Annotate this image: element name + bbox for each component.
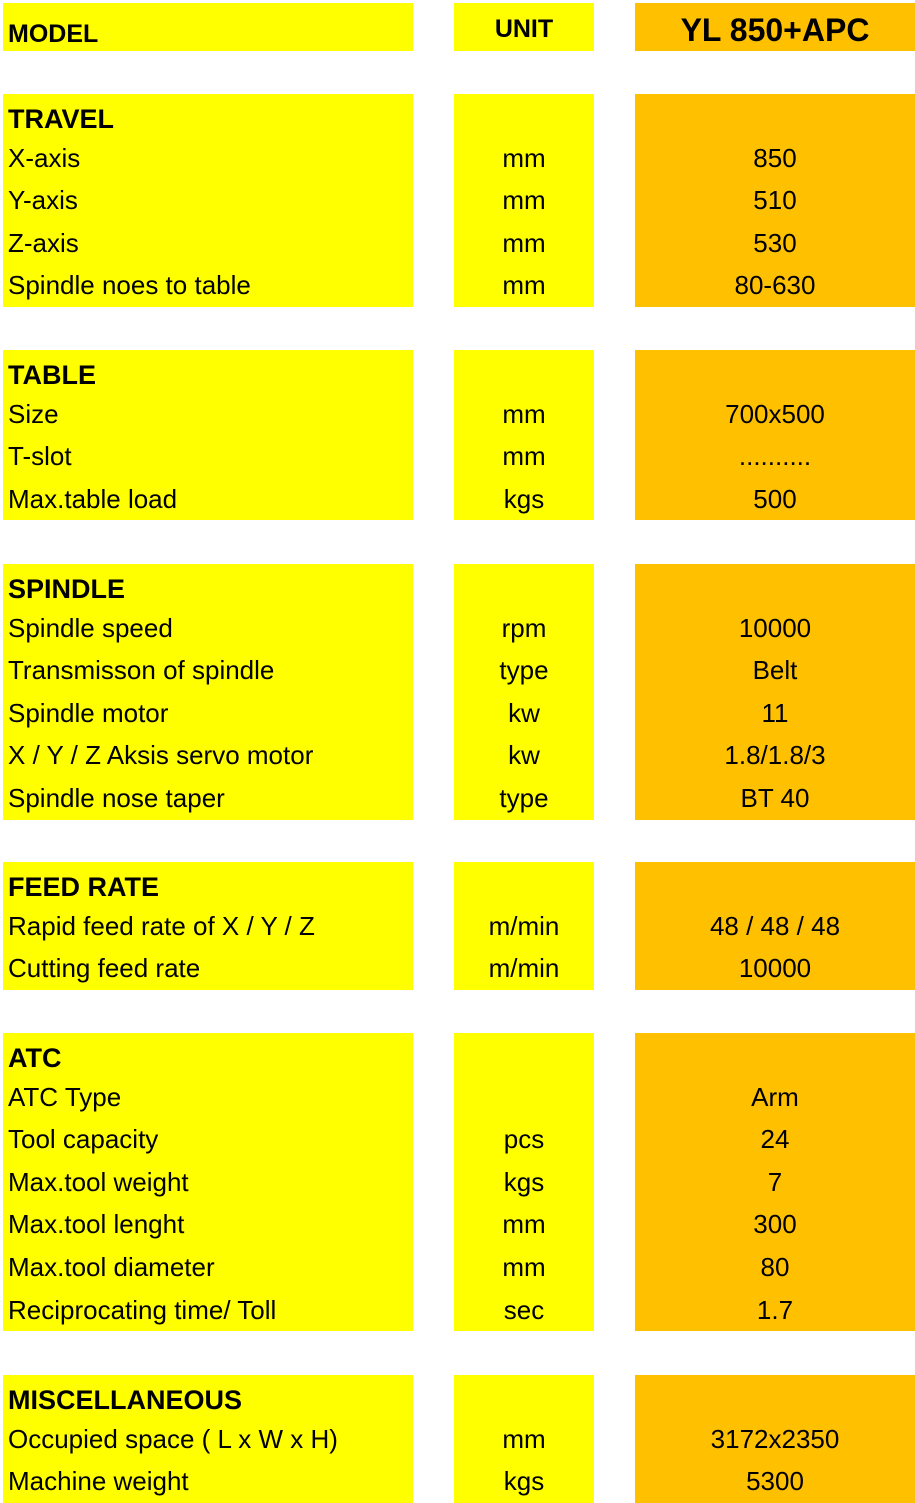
spec-unit: kgs	[503, 1166, 545, 1197]
spec-value: 10000	[738, 612, 812, 643]
spec-label: Size	[8, 398, 59, 429]
unit-spacer	[454, 862, 594, 905]
unit-spacer	[454, 1033, 594, 1076]
value-spacer	[635, 350, 915, 393]
unit-spacer	[454, 350, 594, 393]
spec-unit: pcs	[503, 1124, 545, 1155]
spec-unit: mm	[502, 227, 546, 258]
spec-label: Spindle speed	[8, 612, 173, 643]
spec-value: BT 40	[740, 782, 810, 813]
section-labels	[3, 564, 413, 820]
spec-value: 3172x2350	[710, 1423, 840, 1454]
spec-label: T-slot	[8, 441, 72, 472]
spec-value: 24	[760, 1124, 790, 1155]
section-values	[635, 94, 915, 307]
section-title: ATC	[8, 1043, 62, 1073]
spec-unit: type	[499, 782, 549, 813]
spec-value: 850	[753, 142, 797, 173]
section-units	[454, 1033, 594, 1331]
section-units	[454, 94, 594, 307]
section-title: FEED RATE	[8, 872, 160, 902]
section-title: TRAVEL	[8, 104, 114, 134]
section-units	[454, 862, 594, 990]
spec-label: Y-axis	[8, 185, 78, 216]
spec-value: 700x500	[725, 398, 825, 429]
spec-label: Max.tool weight	[8, 1166, 189, 1197]
spec-label: Cutting feed rate	[8, 953, 201, 984]
spec-unit	[454, 1076, 594, 1119]
spec-value: 300	[753, 1209, 797, 1240]
section-title: SPINDLE	[8, 574, 126, 604]
section-units	[454, 1375, 594, 1503]
spec-label: Max.tool lenght	[8, 1209, 185, 1240]
spec-value: Arm	[751, 1081, 799, 1112]
spec-value: 510	[753, 185, 797, 216]
value-spacer	[635, 94, 915, 137]
spec-label: X-axis	[8, 142, 81, 173]
spec-label: Tool capacity	[8, 1124, 159, 1155]
spec-unit: kw	[508, 740, 540, 771]
model-name-header: YL 850+APC	[635, 3, 915, 51]
spec-value: 80-630	[734, 270, 816, 301]
spec-value: 500	[753, 483, 797, 514]
spec-value: 10000	[738, 953, 812, 984]
spec-unit: mm	[502, 270, 546, 301]
value-spacer	[635, 1375, 915, 1418]
section-units	[454, 564, 594, 820]
value-spacer	[635, 1033, 915, 1076]
spec-unit: kgs	[503, 483, 545, 514]
section-labels	[3, 94, 413, 307]
spec-value: 5300	[746, 1466, 804, 1497]
spec-value: 1.8/1.8/3	[724, 740, 826, 771]
spec-unit: type	[499, 655, 549, 686]
spec-label: Machine weight	[8, 1466, 189, 1497]
section-labels	[3, 1375, 413, 1503]
spec-value: 80	[760, 1251, 790, 1282]
spec-label: Occupied space ( L x W x H)	[8, 1423, 338, 1454]
section-values	[635, 1033, 915, 1331]
spec-value: 11	[761, 697, 789, 728]
section-values	[635, 862, 915, 990]
spec-unit: mm	[502, 1423, 546, 1454]
model-header-label: MODEL	[3, 3, 413, 51]
spec-label: Reciprocating time/ Toll	[8, 1294, 277, 1325]
unit-spacer	[454, 1375, 594, 1418]
unit-spacer	[454, 94, 594, 137]
spec-label: ATC Type	[8, 1081, 122, 1112]
spec-unit: mm	[502, 185, 546, 216]
spec-value: 1.7	[756, 1294, 794, 1325]
spec-unit: mm	[502, 1209, 546, 1240]
spec-value: 48 / 48 / 48	[709, 910, 841, 941]
spec-value: 530	[753, 227, 797, 258]
value-spacer	[635, 862, 915, 905]
section-units	[454, 350, 594, 520]
section-title: MISCELLANEOUS	[8, 1385, 243, 1415]
spec-unit: mm	[502, 398, 546, 429]
spec-unit: m/min	[488, 953, 560, 984]
spec-unit: sec	[503, 1294, 545, 1325]
spec-label: Max.tool diameter	[8, 1251, 215, 1282]
spec-unit: mm	[502, 142, 546, 173]
spec-unit: kw	[508, 697, 540, 728]
spec-label: Max.table load	[8, 483, 178, 514]
section-labels	[3, 1033, 413, 1331]
spec-label: Rapid feed rate of X / Y / Z	[8, 910, 315, 941]
spec-label: Z-axis	[8, 227, 79, 258]
spec-label: Spindle motor	[8, 697, 169, 728]
section-labels	[3, 350, 413, 520]
spec-label: Spindle noes to table	[8, 270, 251, 301]
unit-spacer	[454, 564, 594, 607]
spec-label: Spindle nose taper	[8, 782, 225, 813]
section-values	[635, 1375, 915, 1503]
spec-unit: m/min	[488, 910, 560, 941]
spec-value: 7	[767, 1166, 783, 1197]
spec-unit: kgs	[503, 1466, 545, 1497]
spec-unit: mm	[502, 441, 546, 472]
spec-value: ..........	[738, 441, 812, 472]
spec-label: X / Y / Z Aksis servo motor	[8, 740, 314, 771]
section-labels	[3, 862, 413, 990]
value-spacer	[635, 564, 915, 607]
unit-header-label: UNIT	[454, 3, 594, 51]
section-title: TABLE	[8, 360, 96, 390]
spec-label: Transmisson of spindle	[8, 655, 275, 686]
spec-unit: rpm	[501, 612, 547, 643]
spec-unit: mm	[502, 1251, 546, 1282]
section-values	[635, 350, 915, 520]
spec-value: Belt	[752, 655, 798, 686]
section-values	[635, 564, 915, 820]
